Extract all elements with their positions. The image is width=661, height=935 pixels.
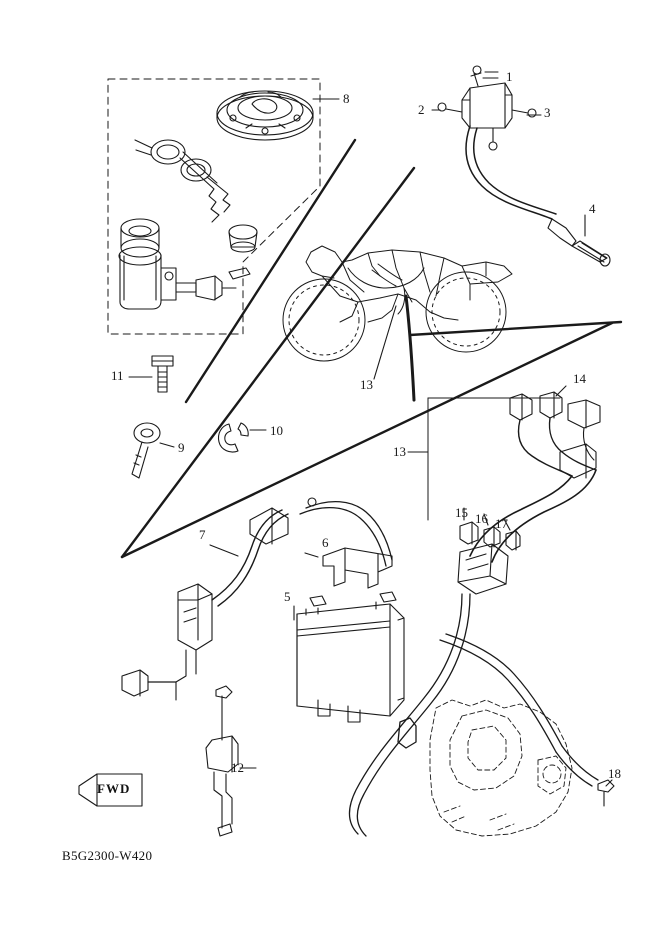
callout-6: 6: [322, 535, 329, 550]
rectifier-assembly: [438, 66, 556, 219]
callout-2: 2: [418, 102, 425, 117]
main-harness-line: [406, 296, 414, 400]
battery-band-6: [323, 548, 392, 588]
battery: [297, 592, 404, 722]
callout-17: 17: [495, 516, 508, 531]
ignition-keys: [135, 140, 230, 222]
callout-12: 12: [231, 760, 244, 775]
leader-14: [556, 386, 566, 396]
callout-5: 5: [284, 589, 291, 604]
leader-7: [210, 545, 238, 556]
callout-11: 11: [111, 368, 124, 383]
bolt-11: [152, 356, 173, 392]
battery-terminal-negative: [310, 596, 326, 606]
callout-9: 9: [178, 440, 185, 455]
leader-9: [160, 443, 174, 447]
callout-7: 7: [199, 527, 206, 542]
callout-14: 14: [573, 371, 586, 386]
callout-18: 18: [608, 766, 621, 781]
leader-1: [483, 72, 498, 78]
key-blank-9: [132, 423, 160, 478]
spark-plug-cap-4: [548, 219, 610, 266]
fwd-direction-label: FWD: [97, 781, 131, 796]
callout-3: 3: [544, 105, 551, 120]
sub-wire-harness: [428, 392, 600, 594]
switch-cover-cap: [229, 225, 257, 252]
bolt-18: [598, 780, 614, 806]
divider-line-upper: [186, 140, 355, 402]
callout-15: 15: [455, 505, 468, 520]
motorcycle-outline: [283, 246, 512, 361]
callout-16: 16: [475, 511, 488, 526]
fuel-cap-lock-detail: [252, 99, 277, 113]
divider-line-middle: [122, 168, 414, 557]
callout-1: 1: [506, 69, 513, 84]
diagram-part-code: B5G2300-W420: [62, 848, 153, 863]
battery-terminal-positive: [380, 592, 396, 602]
ground-cable-harness: [349, 594, 598, 836]
engine-case-outline: [430, 700, 572, 836]
clip-10: [218, 423, 248, 452]
ignition-group-dashed-outline: [108, 79, 320, 334]
divider-line-lower: [122, 323, 612, 557]
leader-6: [305, 553, 318, 557]
switch-connector: [196, 276, 222, 300]
callout-4: 4: [589, 201, 596, 216]
callout-13-bike: 13: [360, 377, 373, 392]
callout-13-harness: 13: [393, 444, 406, 459]
main-switch-body: [119, 219, 250, 309]
callout-8: 8: [343, 91, 350, 106]
leader-13a: [374, 306, 396, 379]
callout-10: 10: [270, 423, 283, 438]
starter-relay-7: [122, 498, 392, 700]
